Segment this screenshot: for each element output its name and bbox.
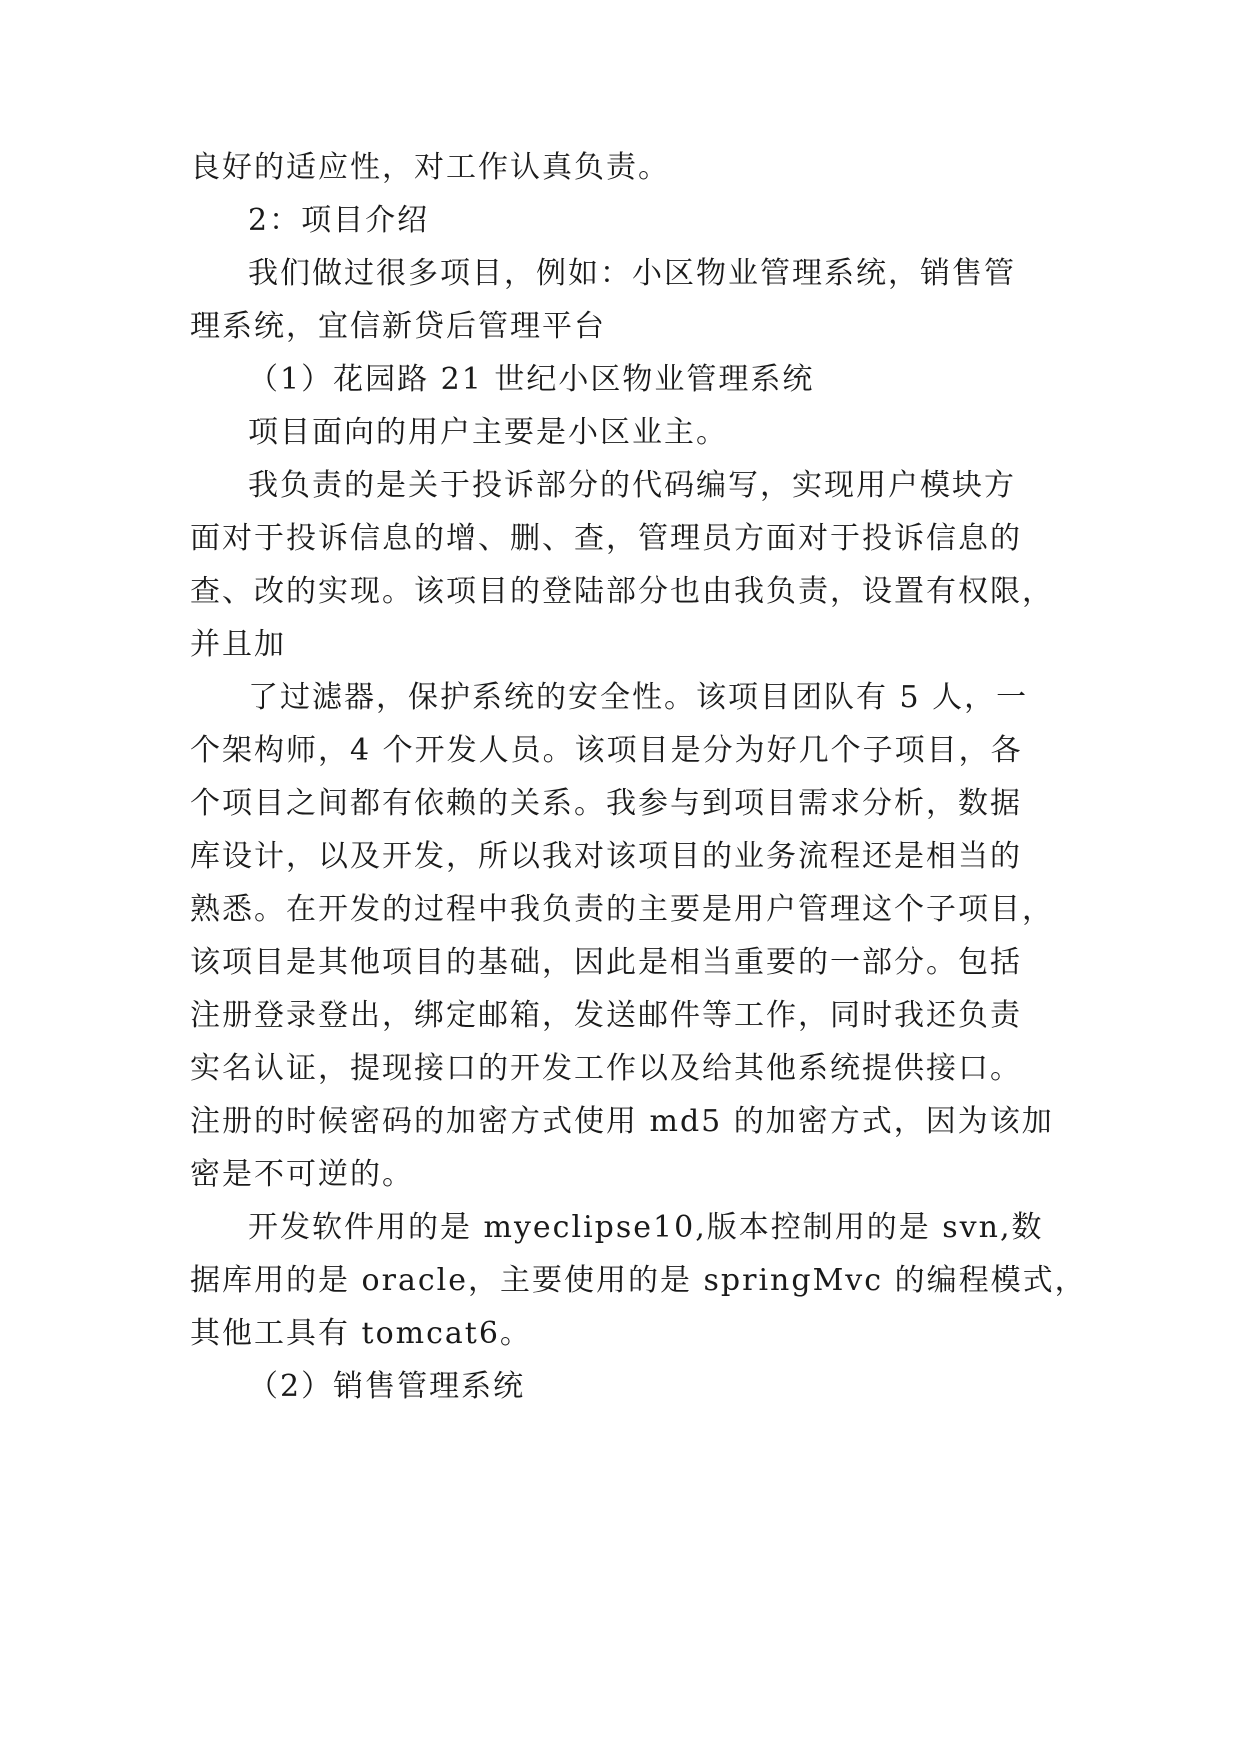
text-line: 注册的时候密码的加密方式使用 md5 的加密方式，因为该加: [190, 1104, 1054, 1139]
text-line: 实名认证，提现接口的开发工作以及给其他系统提供接口。: [190, 1051, 1022, 1086]
subsection-heading: （2）销售管理系统: [248, 1369, 526, 1404]
text-line: 库设计，以及开发，所以我对该项目的业务流程还是相当的: [190, 839, 1022, 874]
text-line: 我们做过很多项目，例如：小区物业管理系统，销售管: [248, 256, 1016, 291]
text-line: 项目面向的用户主要是小区业主。: [248, 415, 728, 450]
text-line: 了过滤器，保护系统的安全性。该项目团队有 5 人，一: [248, 680, 1029, 715]
text-line: 查、改的实现。该项目的登陆部分也由我负责，设置有权限，: [190, 574, 1054, 609]
text-line: 个项目之间都有依赖的关系。我参与到项目需求分析，数据: [190, 786, 1022, 821]
text-line: 该项目是其他项目的基础，因此是相当重要的一部分。包括: [190, 945, 1022, 980]
text-line: 理系统，宜信新贷后管理平台: [190, 309, 606, 344]
text-line: 我负责的是关于投诉部分的代码编写，实现用户模块方: [248, 468, 1016, 503]
text-line: 面对于投诉信息的增、删、查，管理员方面对于投诉信息的: [190, 521, 1022, 556]
text-line: 据库用的是 oracle，主要使用的是 springMvc 的编程模式，: [190, 1263, 1087, 1298]
text-line: 良好的适应性，对工作认真负责。: [190, 150, 670, 185]
section-heading: 2：项目介绍: [248, 203, 430, 238]
text-line: 密是不可逆的。: [190, 1157, 414, 1192]
text-line: 注册登录登出，绑定邮箱，发送邮件等工作，同时我还负责: [190, 998, 1022, 1033]
subsection-heading: （1）花园路 21 世纪小区物业管理系统: [248, 362, 815, 397]
text-line: 其他工具有 tomcat6。: [190, 1316, 532, 1351]
text-line: 个架构师，4 个开发人员。该项目是分为好几个子项目，各: [190, 733, 1023, 768]
text-line: 熟悉。在开发的过程中我负责的主要是用户管理这个子项目，: [190, 892, 1054, 927]
text-line: 开发软件用的是 myeclipse10,版本控制用的是 svn,数: [248, 1210, 1044, 1245]
text-line: 并且加: [190, 627, 286, 662]
